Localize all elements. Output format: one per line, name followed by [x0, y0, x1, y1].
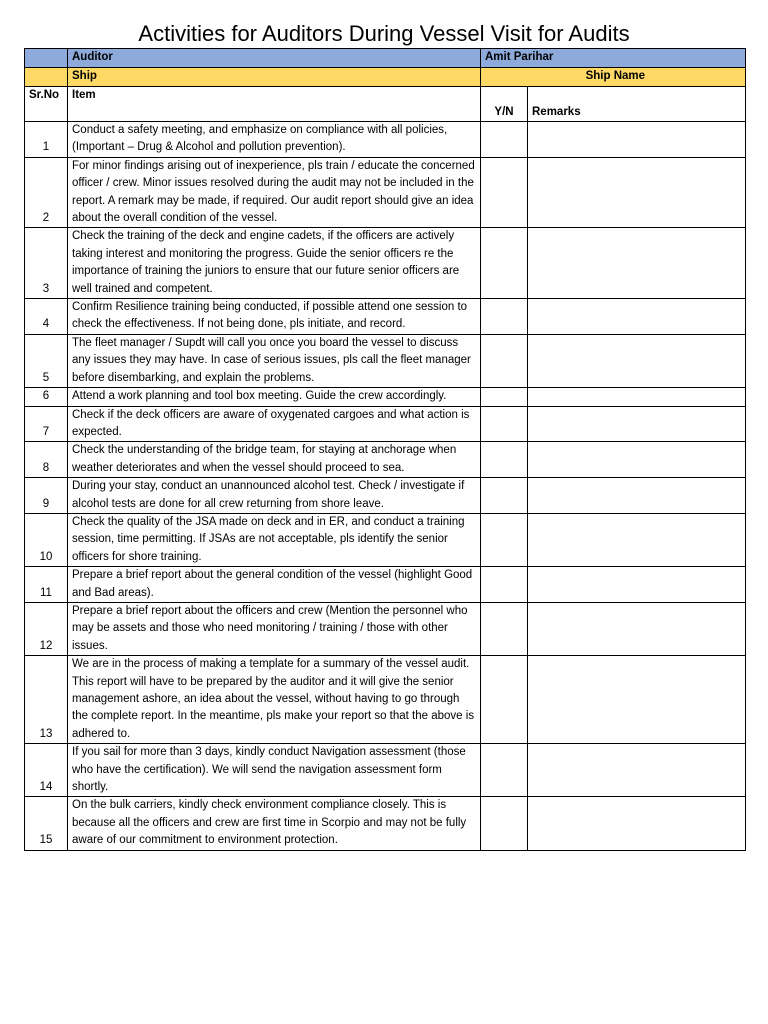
row-item-text: Attend a work planning and tool box meeting. Guide the crew accordingly.: [68, 388, 481, 406]
row-number: 15: [25, 797, 68, 850]
row-remarks-cell[interactable]: [528, 513, 746, 566]
col-remarks-header: Remarks: [528, 87, 746, 122]
row-yn-cell[interactable]: [481, 228, 528, 299]
row-item-text: Check the training of the deck and engine cadets, if the officers are actively taking interest and monitoring the progress. Guide the senior officers re the importance of training the juniors to ensure that our future senior officers are well trained and competent.: [68, 228, 481, 299]
row-item-text: For minor findings arising out of inexperience, pls train / educate the concerned officer / crew. Minor issues resolved during the audit may not be included in the report. A remark may be made, if required. Our audit report should give an idea about the overall condition of the vessel.: [68, 157, 481, 228]
row-yn-cell[interactable]: [481, 602, 528, 655]
col-item-header: Item: [68, 87, 481, 122]
auditor-row: [25, 49, 746, 68]
document-title: Activities for Auditors During Vessel Visit for Audits: [138, 21, 630, 46]
row-item-text: During your stay, conduct an unannounced alcohol test. Check / investigate if alcohol tests are done for all crew returning from shore leave.: [68, 478, 481, 514]
auditor-name: Amit Parihar: [481, 49, 746, 68]
row-number: 1: [25, 122, 68, 158]
row-yn-cell[interactable]: [481, 388, 528, 406]
ship-spacer-cell: [25, 68, 68, 87]
row-number: 5: [25, 334, 68, 387]
row-number: 7: [25, 406, 68, 442]
row-remarks-cell[interactable]: [528, 478, 746, 514]
row-yn-cell[interactable]: [481, 744, 528, 797]
row-item-text: Check the quality of the JSA made on deck and in ER, and conduct a training session, time permitting. If JSAs are not acceptable, pls identify the senior officers for shore training.: [68, 513, 481, 566]
row-remarks-cell[interactable]: [528, 388, 746, 406]
table-row: [25, 797, 746, 850]
table-row: [25, 228, 746, 299]
row-remarks-cell[interactable]: [528, 122, 746, 158]
row-remarks-cell[interactable]: [528, 744, 746, 797]
row-number: 6: [25, 388, 68, 406]
column-header-row: [25, 87, 746, 122]
row-yn-cell[interactable]: [481, 478, 528, 514]
row-number: 11: [25, 567, 68, 603]
row-remarks-cell[interactable]: [528, 334, 746, 387]
ship-name-label: Ship Name: [481, 68, 746, 87]
ship-row: [25, 68, 746, 87]
row-item-text: We are in the process of making a template for a summary of the vessel audit. This report will have to be prepared by the auditor and it will give the senior management ashore, an idea about the vessel, without having to go through the complete report. In the meantime, pls make your report so that the above is adhered to.: [68, 656, 481, 744]
table-row: [25, 442, 746, 478]
row-item-text: The fleet manager / Supdt will call you once you board the vessel to discuss any issues they may have. In case of serious issues, pls call the fleet manager before disembarking, and explain the problems.: [68, 334, 481, 387]
table-row: [25, 567, 746, 603]
row-number: 12: [25, 602, 68, 655]
row-item-text: Check if the deck officers are aware of oxygenated cargoes and what action is expected.: [68, 406, 481, 442]
table-row: [25, 122, 746, 158]
row-item-text: Prepare a brief report about the general condition of the vessel (highlight Good and Bad areas).: [68, 567, 481, 603]
auditor-label: Auditor: [68, 49, 481, 68]
row-number: 3: [25, 228, 68, 299]
audit-checklist-table: [24, 48, 746, 851]
row-remarks-cell[interactable]: [528, 228, 746, 299]
table-row: [25, 406, 746, 442]
row-remarks-cell[interactable]: [528, 567, 746, 603]
table-row: [25, 602, 746, 655]
row-item-text: Check the understanding of the bridge team, for staying at anchorage when weather deteriorates and when the vessel should proceed to sea.: [68, 442, 481, 478]
table-row: [25, 744, 746, 797]
row-yn-cell[interactable]: [481, 406, 528, 442]
table-row: [25, 388, 746, 406]
table-row: [25, 478, 746, 514]
row-number: 14: [25, 744, 68, 797]
row-item-text: On the bulk carriers, kindly check environment compliance closely. This is because all the officers and crew are first time in Scorpio and may not be fully aware of our commitment to environment protection.: [68, 797, 481, 850]
row-remarks-cell[interactable]: [528, 299, 746, 335]
row-remarks-cell[interactable]: [528, 442, 746, 478]
row-yn-cell[interactable]: [481, 567, 528, 603]
ship-label: Ship: [68, 68, 481, 87]
row-number: 9: [25, 478, 68, 514]
row-yn-cell[interactable]: [481, 513, 528, 566]
row-yn-cell[interactable]: [481, 442, 528, 478]
row-number: 13: [25, 656, 68, 744]
row-remarks-cell[interactable]: [528, 656, 746, 744]
row-remarks-cell[interactable]: [528, 406, 746, 442]
row-yn-cell[interactable]: [481, 656, 528, 744]
row-item-text: Prepare a brief report about the officers and crew (Mention the personnel who may be assets and those who need monitoring / training / those with other issues.: [68, 602, 481, 655]
table-row: [25, 157, 746, 228]
auditor-spacer-cell: [25, 49, 68, 68]
row-item-text: Conduct a safety meeting, and emphasize on compliance with all policies, (Important – Drug & Alcohol and pollution prevention).: [68, 122, 481, 158]
row-yn-cell[interactable]: [481, 157, 528, 228]
row-remarks-cell[interactable]: [528, 797, 746, 850]
row-yn-cell[interactable]: [481, 299, 528, 335]
table-row: [25, 334, 746, 387]
table-row: [25, 299, 746, 335]
row-remarks-cell[interactable]: [528, 157, 746, 228]
table-row: [25, 656, 746, 744]
row-yn-cell[interactable]: [481, 334, 528, 387]
row-number: 10: [25, 513, 68, 566]
col-srno-header: Sr.No: [25, 87, 68, 122]
row-number: 8: [25, 442, 68, 478]
row-item-text: Confirm Resilience training being conducted, if possible attend one session to check the effectiveness. If not being done, pls initiate, and record.: [68, 299, 481, 335]
row-item-text: If you sail for more than 3 days, kindly conduct Navigation assessment (those who have the certification). We will send the navigation assessment form shortly.: [68, 744, 481, 797]
row-yn-cell[interactable]: [481, 797, 528, 850]
table-row: [25, 513, 746, 566]
row-remarks-cell[interactable]: [528, 602, 746, 655]
col-yn-header: Y/N: [481, 87, 528, 122]
row-yn-cell[interactable]: [481, 122, 528, 158]
row-number: 4: [25, 299, 68, 335]
row-number: 2: [25, 157, 68, 228]
